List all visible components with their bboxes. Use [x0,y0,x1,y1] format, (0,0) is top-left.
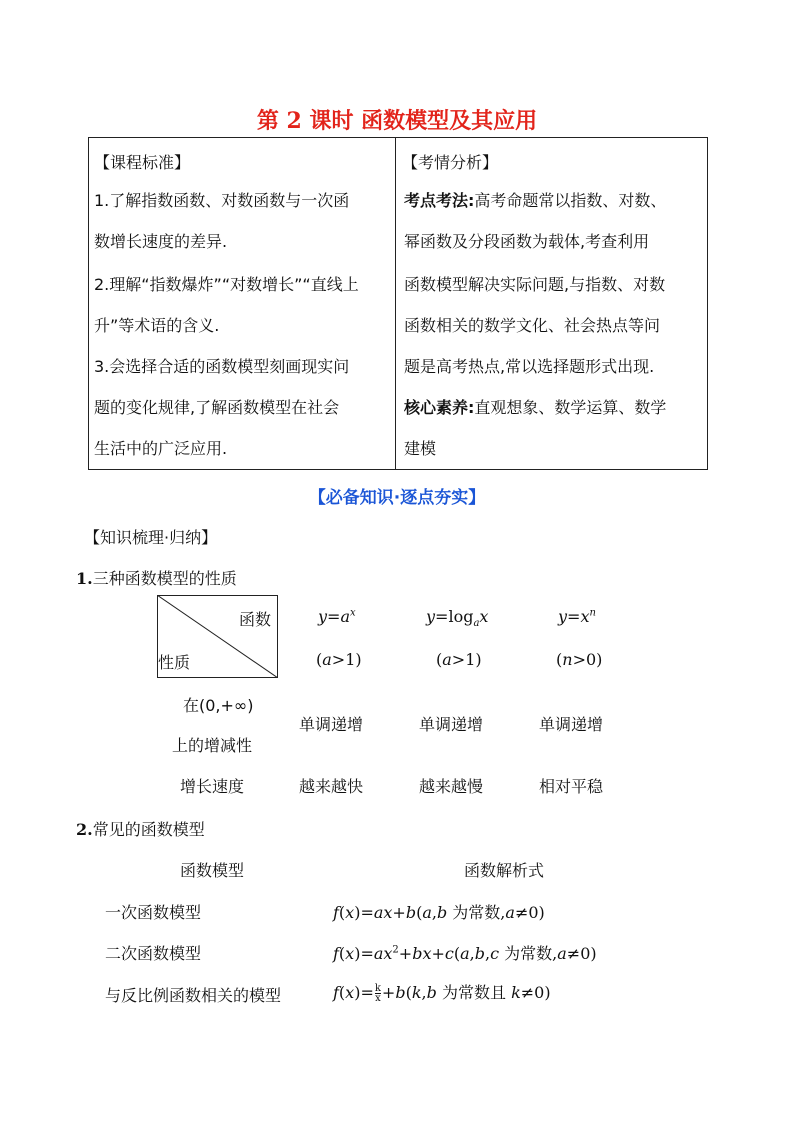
row-label-monotonic: 在(0,+∞) [183,696,254,715]
fraction-k-over-x: $\frac{k}{x}$ [374,983,381,1004]
condition-power: (n>0) [556,650,603,669]
course-standard-line: 题的变化规律,了解函数模型在社会 [94,398,340,417]
monotonic-exponential: 单调递增 [299,715,364,734]
model-inverse: 与反比例函数相关的模型 [105,986,282,1005]
course-standard-line: 2.理解“指数爆炸”“对数增长”“直线上 [94,275,359,294]
row-label-monotonic-2: 上的增减性 [172,736,253,755]
exam-analysis-line: 函数相关的数学文化、社会热点等问 [404,316,661,335]
condition-exponential: (a>1) [316,650,362,669]
header-formula: 函数解析式 [464,861,545,880]
core-literacy-label: 核心素养: [404,398,475,417]
condition-logarithmic: (a>1) [436,650,482,669]
exam-analysis-header: 【考情分析】 [402,153,499,172]
course-standard-line: 生活中的广泛应用. [94,439,228,458]
section1-number: 1. [76,569,93,588]
course-standard-line: 数增长速度的差异. [94,232,228,251]
exam-analysis-line: 建模 [404,439,437,458]
model-quadratic: 二次函数模型 [105,944,202,963]
course-standard-line: 升”等术语的含义. [94,316,220,335]
section2-title: 常见的函数模型 [92,820,205,839]
exam-analysis-line: 幂函数及分段函数为载体,考查利用 [404,232,650,251]
corner-label-function: 函数 [239,610,272,629]
formula-quadratic: $f(x)=ax^2+bx+c(a,b,c$ 为常数,a≠0) [333,944,597,963]
exam-analysis-line: 题是高考热点,常以选择题形式出现. [404,357,655,376]
core-literacy-text: 直观想象、数学运算、数学 [474,398,667,417]
formula-exponential: $y=a^x$ [318,607,356,626]
section2-number: 2. [76,820,93,839]
formula-inverse: f(x)= $\frac{k}{x}$ +b(k,b 为常数且 k≠0) [333,983,551,1004]
section1-heading [76,566,237,589]
course-standard-line: 1.了解指数函数、对数函数与一次函 [94,191,350,210]
section-banner: 【必备知识·逐点夯实】 [308,488,486,508]
growth-exponential: 越来越快 [299,777,364,796]
exam-analysis-line [404,180,666,221]
row-label-growth: 增长速度 [180,777,245,796]
course-standard-header: 【课程标准】 [94,153,191,172]
model-linear: 一次函数模型 [105,903,202,922]
formula-logarithmic: $y=\log_ax$ [426,607,489,630]
monotonic-power: 单调递增 [539,715,604,734]
page-title: 第 2 课时 函数模型及其应用 [256,108,538,134]
exam-analysis-line: 函数模型解决实际问题,与指数、对数 [404,275,666,294]
course-standard-line: 3.会选择合适的函数模型刻画现实问 [94,357,350,376]
table-divider [395,138,396,469]
formula-linear: f(x)=ax+b(a,b 为常数,a≠0) [333,903,545,922]
exam-analysis-line [404,387,666,428]
section2-heading [76,817,205,840]
sub-banner: 【知识梳理·归纳】 [84,528,218,547]
corner-label-property: 性质 [158,653,191,672]
section1-title: 三种函数模型的性质 [92,569,237,588]
growth-logarithmic: 越来越慢 [419,777,484,796]
monotonic-logarithmic: 单调递增 [419,715,484,734]
exam-method-text: 高考命题常以指数、对数、 [474,191,667,210]
header-model: 函数模型 [180,861,245,880]
exam-method-label: 考点考法: [404,191,475,210]
formula-power: $y=x^n$ [558,607,596,626]
growth-power: 相对平稳 [539,777,604,796]
